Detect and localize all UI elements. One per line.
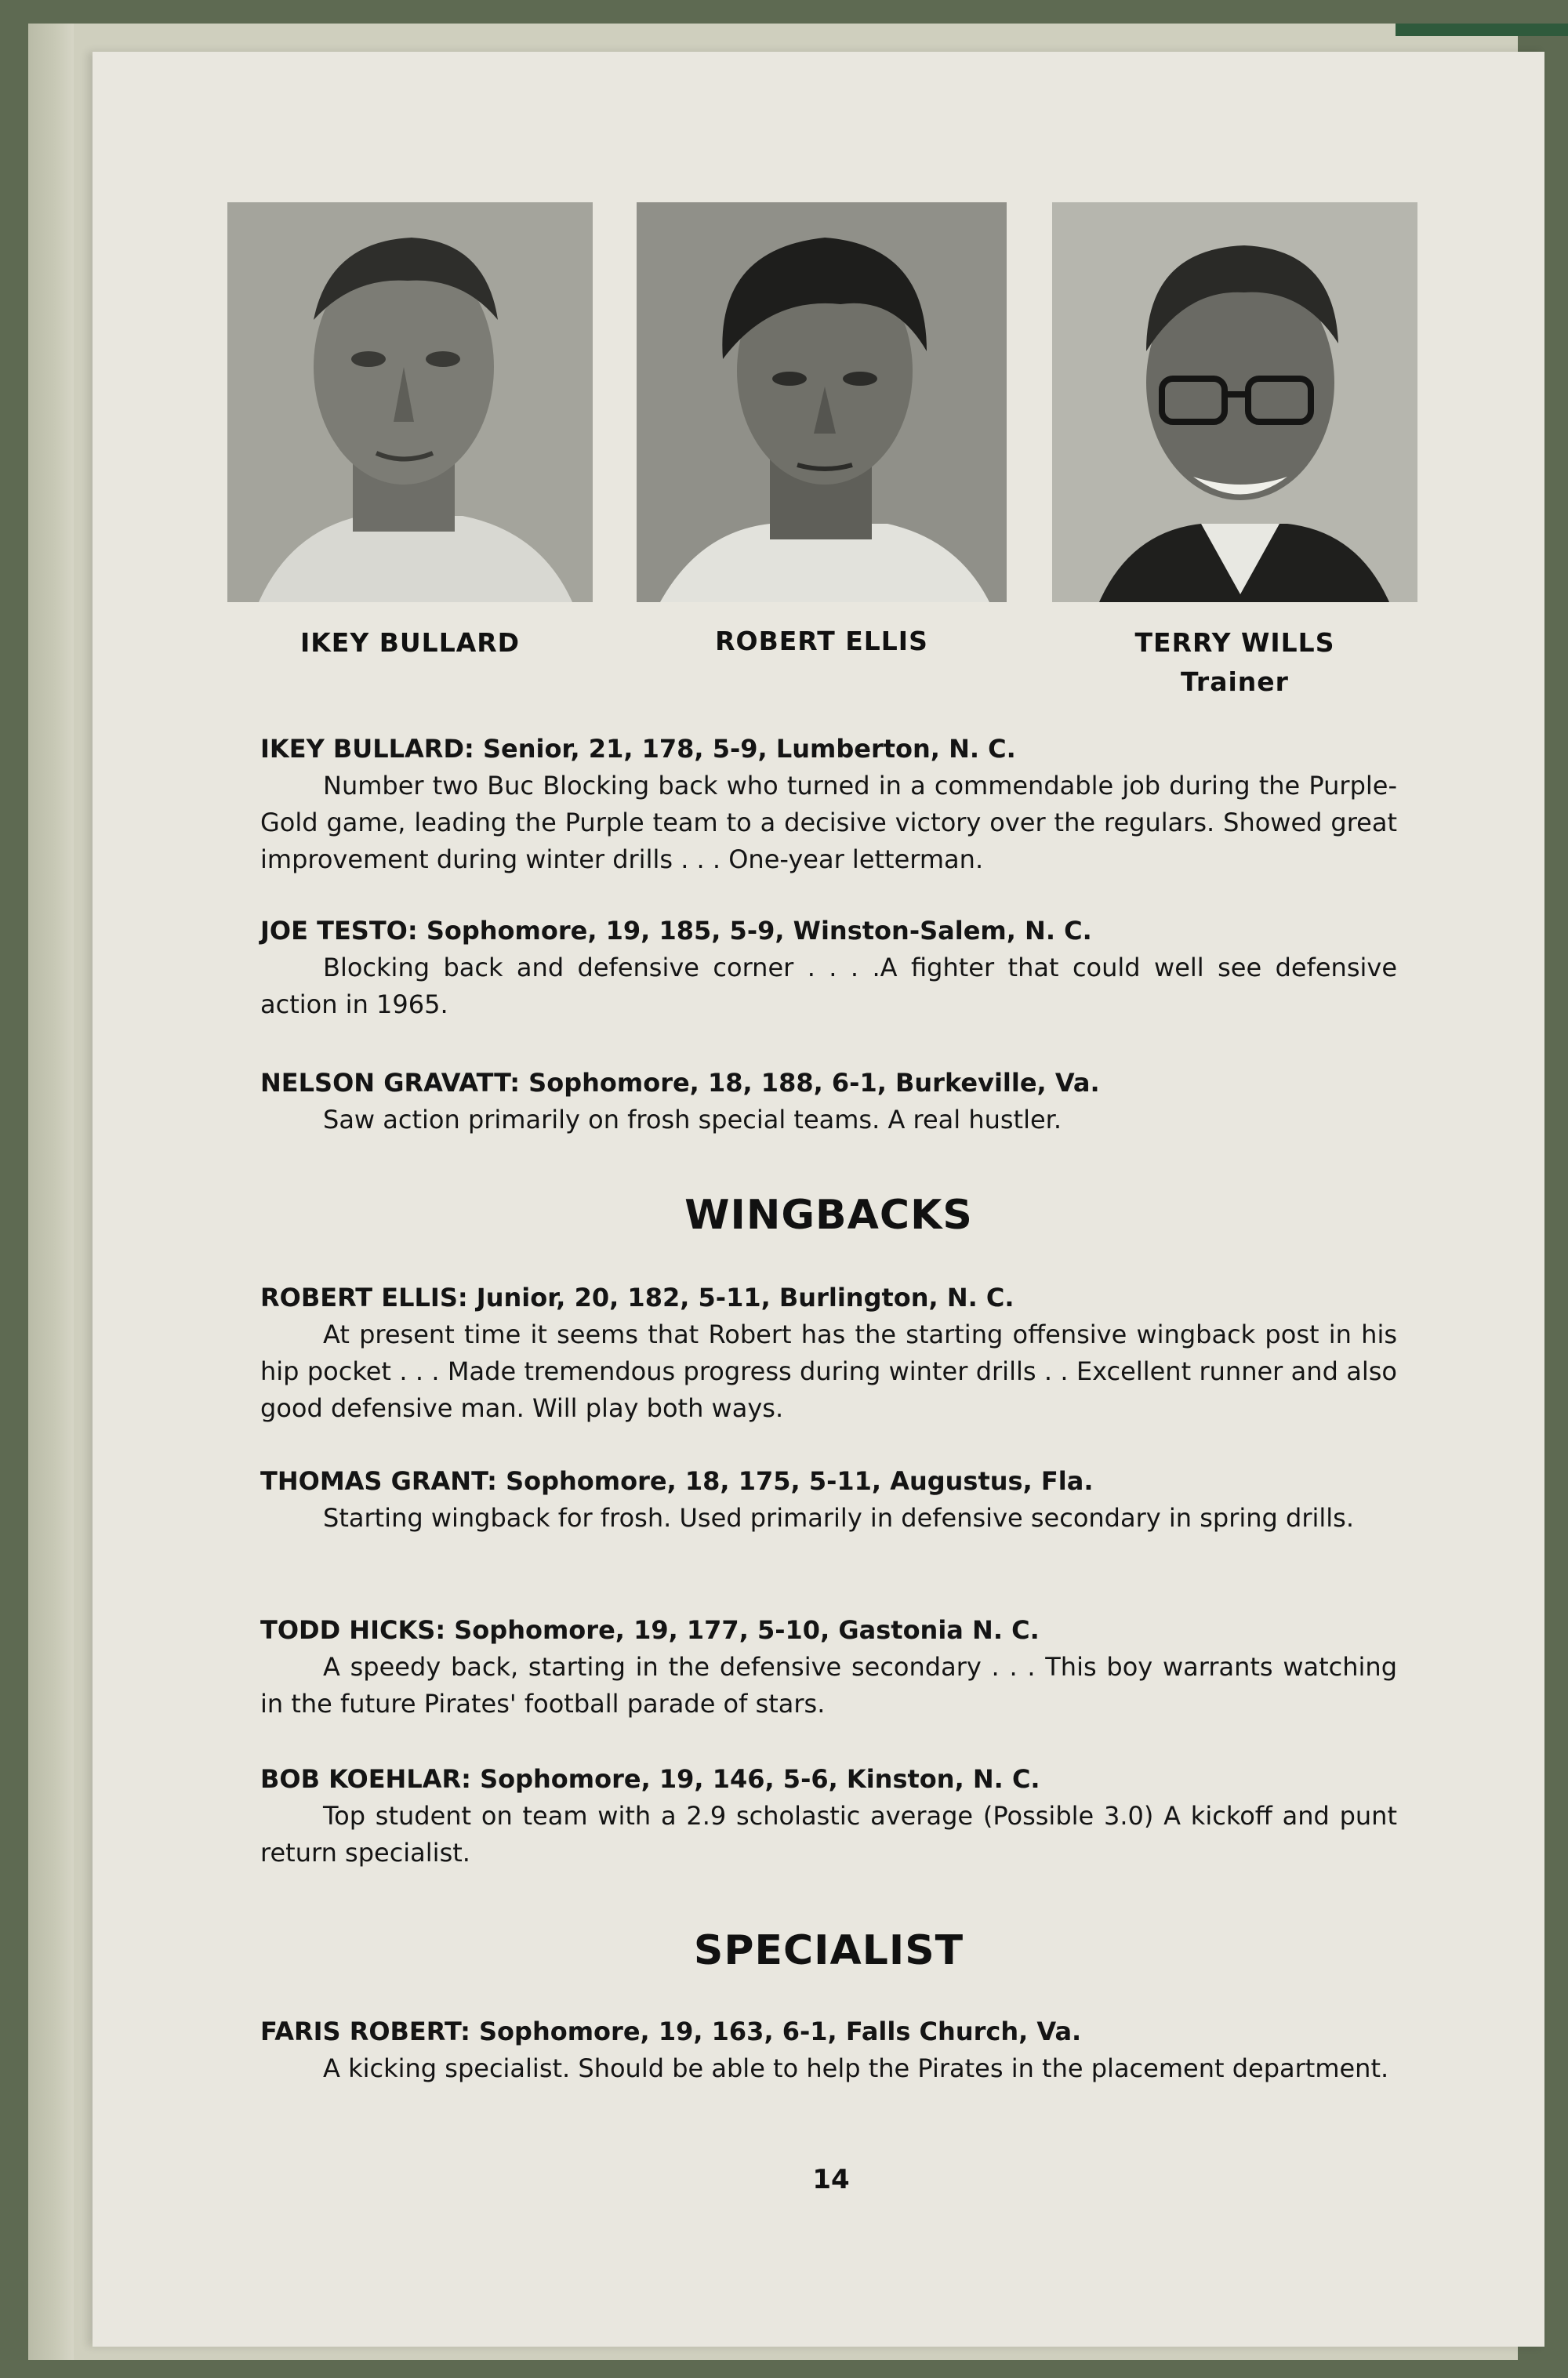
wingbacks-entry-1 [260, 1280, 1397, 1427]
portrait-image [637, 202, 1007, 602]
entry-body: At present time it seems that Robert has the starting offensive wingback post in his hip pocket . . . Made tremendous progress during winter drills . . Excellent runner and also good defensive man. Will play both ways. [260, 1320, 1397, 1423]
entry-body: A kicking specialist. Should be able to help the Pirates in the placement department. [323, 2053, 1389, 2083]
entry-head: TODD HICKS: Sophomore, 19, 177, 5-10, Gastonia N. C. [260, 1615, 1040, 1645]
caption-terry-wills-role: Trainer [1181, 666, 1289, 697]
entries-top-3 [260, 1065, 1397, 1138]
entry [260, 731, 1397, 878]
section-title-wingbacks: WINGBACKS [684, 1192, 973, 1239]
caption-ikey-bullard: IKEY BULLARD [299, 627, 521, 658]
portrait-image [227, 202, 593, 602]
entry-body: Top student on team with a 2.9 scholastic average (Possible 3.0) A kickoff and punt return specialist. [260, 1801, 1397, 1868]
page-number: 14 [812, 2164, 850, 2195]
cover-edge [1396, 24, 1568, 36]
entry-head: FARIS ROBERT: Sophomore, 19, 163, 6-1, Falls Church, Va. [260, 2017, 1082, 2046]
entry-head: JOE TESTO: Sophomore, 19, 185, 5-9, Winston-Salem, N. C. [260, 916, 1092, 946]
entry-body: Number two Buc Blocking back who turned in a commendable job during the Purple-Gold game, leading the Purple team to a decisive victory over the regulars. Showed great improvement during winter drills . . . One-year letterman. [260, 771, 1397, 874]
entry-head: NELSON GRAVATT: Sophomore, 18, 188, 6-1, Burkeville, Va. [260, 1068, 1100, 1098]
entry-body: A speedy back, starting in the defensive secondary . . . This boy warrants watching in the future Pirates' football parade of stars. [260, 1652, 1397, 1719]
wingbacks-entry-4 [260, 1761, 1397, 1872]
entry-head: ROBERT ELLIS: Junior, 20, 182, 5-11, Burlington, N. C. [260, 1283, 1014, 1312]
photo-robert-ellis [637, 202, 1007, 602]
section-title-specialist: SPECIALIST [693, 1927, 964, 1974]
wingbacks-entry-3 [260, 1612, 1397, 1723]
caption-robert-ellis: ROBERT ELLIS [715, 626, 928, 656]
book-spine [28, 24, 74, 2360]
wingbacks-entry-2 [260, 1463, 1397, 1537]
entries-top [260, 731, 1397, 878]
photo-ikey-bullard [227, 202, 593, 602]
entry-head: THOMAS GRANT: Sophomore, 18, 175, 5-11, Augustus, Fla. [260, 1466, 1094, 1496]
entries-top-2 [260, 913, 1397, 1023]
entry-body: Blocking back and defensive corner . . . .A fighter that could well see defensive action in 1965. [260, 953, 1397, 1019]
entry-body: Starting wingback for frosh. Used primarily in defensive secondary in spring drills. [323, 1503, 1354, 1533]
specialist-entry-1 [260, 2013, 1397, 2087]
caption-terry-wills: TERRY WILLS [1134, 627, 1335, 658]
entry [260, 913, 1397, 1023]
entry-head: BOB KOEHLAR: Sophomore, 19, 146, 5-6, Kinston, N. C. [260, 1764, 1040, 1794]
photo-terry-wills [1052, 202, 1417, 602]
portrait-image [1052, 202, 1417, 602]
entry-head: IKEY BULLARD: Senior, 21, 178, 5-9, Lumberton, N. C. [260, 734, 1016, 764]
entry-body: Saw action primarily on frosh special teams. A real hustler. [323, 1105, 1062, 1135]
entry [260, 1065, 1397, 1138]
